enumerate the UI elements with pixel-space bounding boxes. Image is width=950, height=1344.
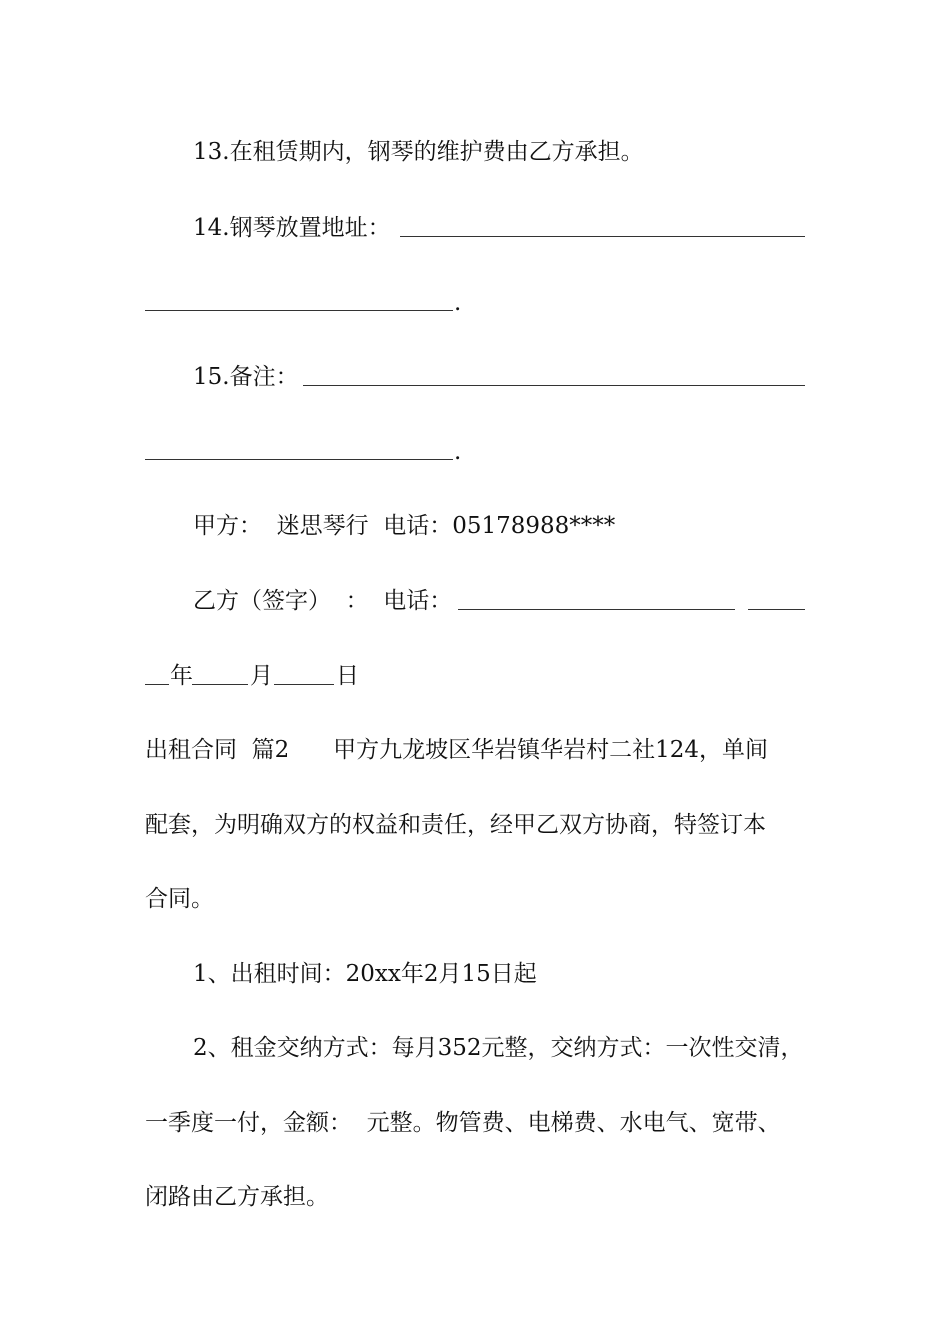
clause-14-label: 14.钢琴放置地址： bbox=[193, 215, 391, 241]
clause-15-blank-line bbox=[303, 385, 805, 386]
date-day-blank bbox=[274, 684, 334, 685]
clause-14-blank-line-continued bbox=[145, 310, 453, 311]
clause-14-blank-line bbox=[400, 236, 805, 237]
clause-14-end: . bbox=[454, 290, 462, 316]
date-year-label: 年 bbox=[170, 663, 193, 689]
contract-2-para-line-2: 配套，为明确双方的权益和责任，经甲乙双方协商，特签订本 bbox=[145, 812, 766, 838]
item-2-line-3: 闭路由乙方承担。 bbox=[145, 1184, 329, 1210]
date-month-label: 月 bbox=[250, 663, 273, 689]
party-b-phone-blank bbox=[458, 609, 735, 610]
date-year-blank bbox=[145, 684, 169, 685]
item-1-rental-time: 1、出租时间：20xx年2月15日起 bbox=[193, 961, 537, 987]
date-day-label: 日 bbox=[336, 663, 359, 689]
clause-15-label: 15.备注： bbox=[193, 364, 299, 390]
item-2-line-2: 一季度一付，金额： 元整。物管费、电梯费、水电气、宽带、 bbox=[145, 1110, 781, 1136]
contract-2-para-line-3: 合同。 bbox=[145, 886, 214, 912]
party-a-line: 甲方： 迷思琴行 电话：05178988**** bbox=[193, 513, 616, 539]
item-2-line-1: 2、租金交纳方式：每月352元整，交纳方式：一次性交清， bbox=[193, 1035, 804, 1061]
contract-2-title-line: 出租合同 篇2 甲方九龙坡区华岩镇华岩村二社124，单间 bbox=[145, 737, 769, 763]
date-blank-start bbox=[748, 609, 805, 610]
party-b-label: 乙方（签字） ： 电话： bbox=[193, 588, 453, 614]
clause-13: 13.在租赁期内，钢琴的维护费由乙方承担。 bbox=[193, 139, 644, 165]
date-month-blank bbox=[192, 684, 248, 685]
clause-15-end: . bbox=[454, 439, 462, 465]
clause-15-blank-line-continued bbox=[145, 459, 453, 460]
